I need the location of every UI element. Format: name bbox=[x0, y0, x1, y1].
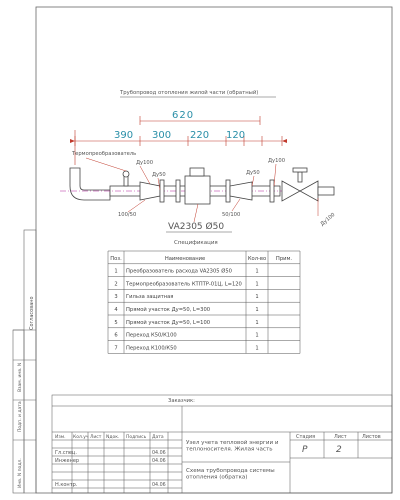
reducer-left bbox=[140, 182, 160, 200]
spec-cell-qty: 1 bbox=[255, 307, 259, 313]
pipe-outlet bbox=[318, 187, 334, 195]
tb-role-engineer: Инженер bbox=[55, 458, 80, 464]
spec-text bbox=[110, 256, 292, 352]
drawing-title: Трубопровод отопления жилой части (обратный) bbox=[120, 90, 259, 96]
spec-cell-pos: 1 bbox=[114, 268, 118, 275]
callout-reducer-right: 50/100 bbox=[222, 212, 241, 218]
spec-cell-pos: 3 bbox=[114, 294, 118, 301]
side-label-replace-inv: Взам. инв. N bbox=[18, 362, 23, 392]
spec-cell-name: Термопреобразователь КТПТР-01Ц, L=120 bbox=[126, 281, 242, 288]
tb-header-izm: Изм. bbox=[55, 435, 66, 440]
spec-cell-name: Прямой участок Ду=50, L=300 bbox=[126, 307, 211, 313]
flowmeter-body bbox=[185, 176, 210, 204]
spec-cell-qty: 1 bbox=[255, 332, 259, 339]
valve-right bbox=[282, 181, 300, 201]
pipe-riser-left bbox=[70, 168, 110, 200]
tb-date-3: 04.06 bbox=[152, 483, 166, 488]
callout-thermo-sensor: Термопреобразователь bbox=[72, 151, 137, 157]
spec-cell-qty: 1 bbox=[255, 294, 259, 301]
thermo-sensor-head bbox=[123, 171, 129, 177]
spec-cell-pos: 2 bbox=[114, 281, 118, 288]
spec-cell-pos: 6 bbox=[114, 332, 118, 339]
dimension-overall bbox=[140, 116, 260, 125]
side-strip bbox=[13, 230, 36, 493]
dimension-segments bbox=[75, 136, 282, 146]
dimension-390: 390 bbox=[114, 130, 134, 141]
callout-reducer-left: 100/50 bbox=[118, 212, 137, 218]
valve-right-b bbox=[300, 181, 318, 201]
tb-date-2: 04.06 bbox=[152, 459, 166, 464]
reducer-right bbox=[230, 182, 252, 200]
tb-description-line: отопления (обратка) bbox=[186, 474, 248, 481]
callout-d50-right: Ду50 bbox=[246, 170, 260, 176]
tb-description-1-text: Узел учета тепловой энергии и bbox=[186, 440, 279, 446]
spec-cell-qty: 1 bbox=[255, 281, 259, 288]
side-label-sign-date: Подп. и дата bbox=[18, 401, 23, 432]
tb-sheet-header: Лист bbox=[334, 434, 347, 440]
spec-header-cell: Поз. bbox=[110, 255, 122, 262]
valve-stem bbox=[298, 172, 302, 182]
tb-stage-header: Стадия bbox=[296, 434, 316, 440]
tb-role-chief: Гл.спец. bbox=[55, 450, 77, 456]
tb-header-list: Лист bbox=[90, 435, 102, 440]
dimension-300: 300 bbox=[152, 130, 172, 141]
spec-cell-name: Переход К100/К50 bbox=[126, 345, 177, 352]
spec-cell-name: Гильза защитная bbox=[126, 294, 174, 301]
spec-header-cell: Кол-во bbox=[247, 255, 267, 262]
side-label-agreed: Согласовано bbox=[29, 296, 35, 330]
dimension-overall-value: 620 bbox=[172, 110, 195, 121]
spec-cell-qty: 1 bbox=[255, 319, 259, 326]
dimension-120: 120 bbox=[226, 130, 246, 141]
spec-heading: Спецификация bbox=[174, 240, 218, 246]
callout-d100-top-right: Ду100 bbox=[268, 158, 286, 164]
tb-header-sign: Подпись bbox=[126, 435, 147, 440]
tb-description-2-text: Схема трубопровода системы bbox=[186, 468, 275, 474]
spec-header-cell: Прим. bbox=[275, 255, 293, 262]
tb-date-1: 04.06 bbox=[152, 451, 166, 456]
sheet-frame bbox=[36, 7, 392, 493]
side-label-orig-inv: Инв. N подл. bbox=[18, 458, 23, 488]
callout-d100-left: Ду100 bbox=[136, 160, 154, 166]
callout-d50-left: Ду50 bbox=[152, 172, 166, 178]
flowmeter-cap bbox=[190, 168, 204, 176]
spec-cell-pos: 4 bbox=[114, 307, 118, 313]
spec-cell-qty: 1 bbox=[255, 345, 259, 352]
tb-header-cells bbox=[55, 434, 164, 440]
spec-header-cell: Наименование bbox=[164, 255, 206, 262]
tb-sheet-value: 2 bbox=[336, 445, 342, 455]
tb-customer-label: Заказчик: bbox=[168, 398, 195, 404]
callout-flowmeter: VA2305 Ø50 bbox=[168, 222, 225, 232]
tb-description-line: теплоносителя. Жилая часть bbox=[186, 446, 273, 453]
spec-cell-name: Преобразователь расхода VA2305 Ø50 bbox=[126, 268, 232, 275]
tb-header-ndok: Nдок. bbox=[106, 435, 120, 440]
tb-description-2 bbox=[186, 468, 276, 481]
dimension-220: 220 bbox=[190, 130, 210, 141]
spec-cell-qty: 1 bbox=[255, 268, 259, 275]
tb-header-kolich: Кол.уч bbox=[73, 435, 89, 440]
tb-stage-value: Р bbox=[302, 445, 308, 455]
thermo-sensor bbox=[124, 176, 128, 186]
tb-sheets-header: Листов bbox=[362, 434, 381, 440]
tb-header-date: Дата bbox=[152, 435, 164, 440]
tb-role-norm: Н.контр. bbox=[55, 482, 78, 488]
spec-cell-name: Переход К50/К100 bbox=[126, 332, 177, 339]
callout-d100-bottom-right: Ду100 bbox=[319, 211, 337, 228]
valve-handle bbox=[293, 168, 307, 172]
tb-description-1 bbox=[186, 439, 280, 453]
spec-cell-pos: 7 bbox=[114, 345, 118, 352]
spec-cell-pos: 5 bbox=[114, 319, 118, 326]
spec-cell-name: Прямой участок Ду=50, L=100 bbox=[126, 319, 211, 326]
